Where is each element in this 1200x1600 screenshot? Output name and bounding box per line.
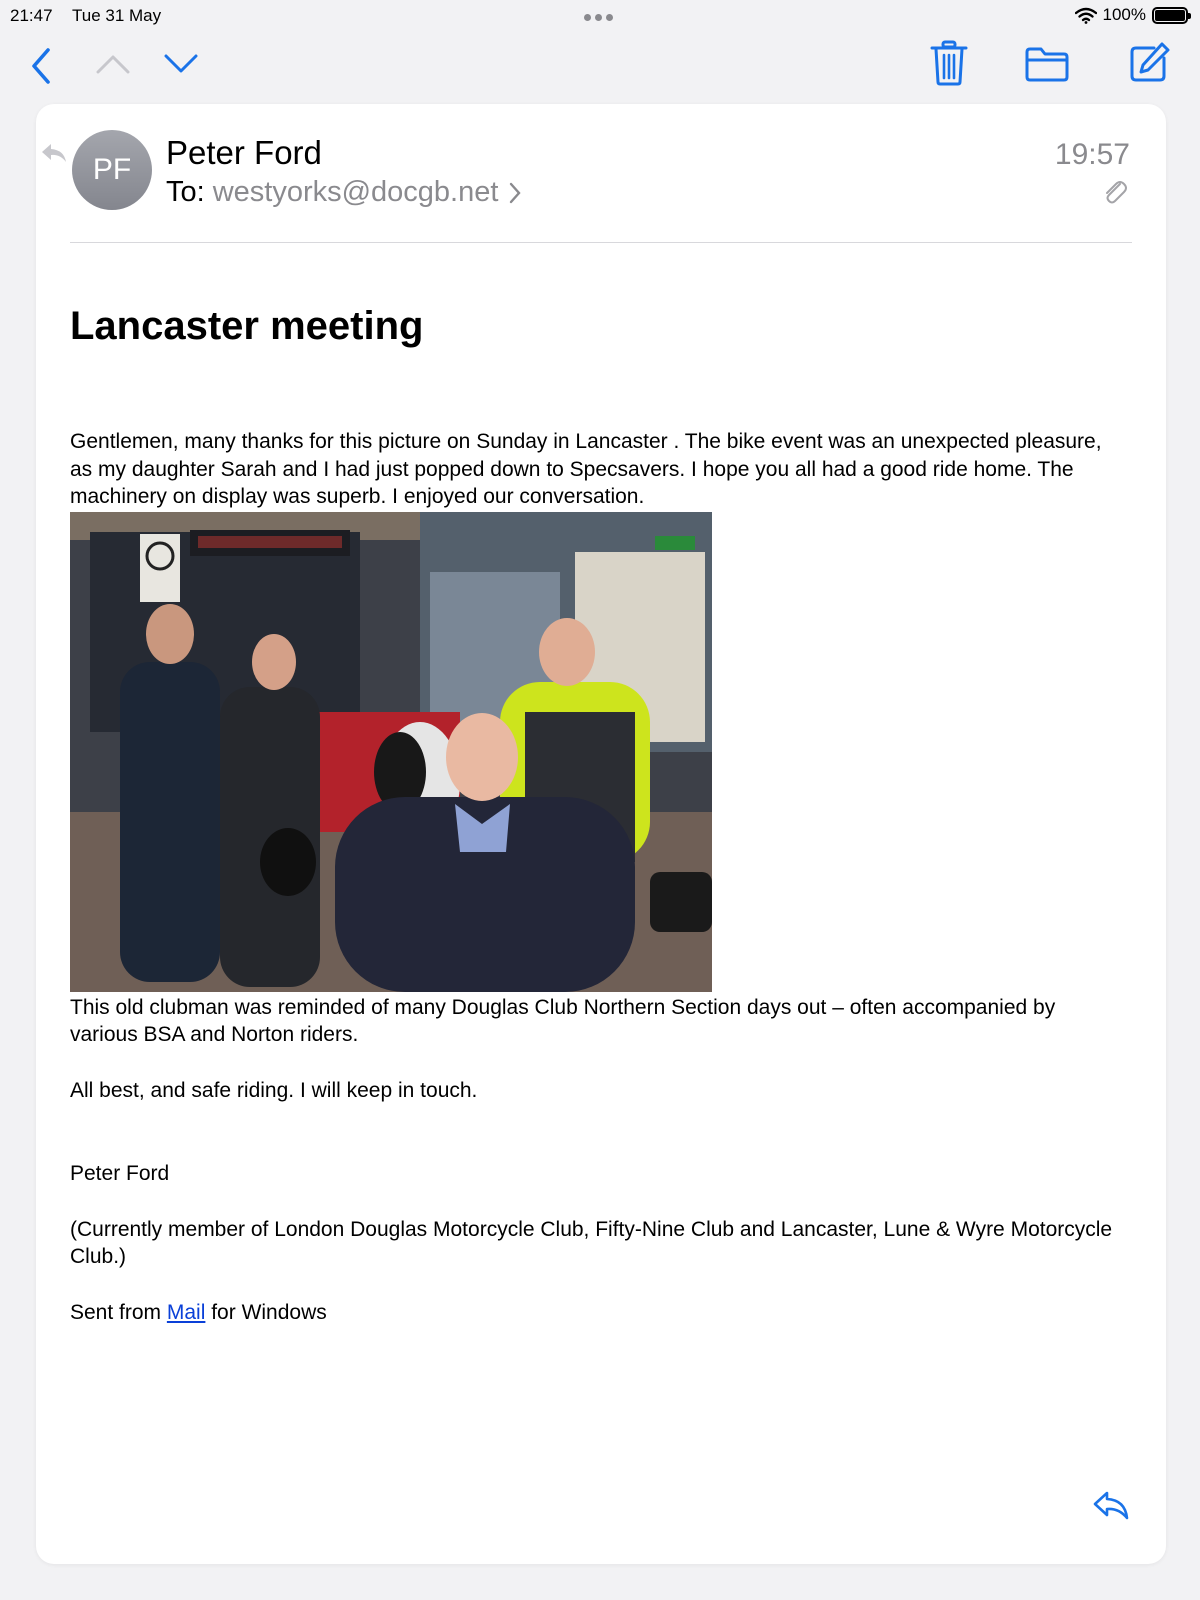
compose-icon[interactable]	[1128, 42, 1170, 84]
sent-from-suffix: for Windows	[205, 1300, 327, 1324]
sent-from-line	[70, 1299, 1126, 1327]
replied-indicator-icon	[40, 142, 68, 169]
to-label: To:	[166, 176, 205, 208]
membership-note: (Currently member of London Douglas Motorcycle Club, Fifty-Nine Club and Lancaster, Lune & Wyre Motorcycle Club.)	[70, 1217, 1113, 1268]
header-divider	[70, 242, 1132, 243]
wifi-icon	[1075, 7, 1097, 24]
email-card	[36, 104, 1166, 1564]
body-paragraph-3: All best, and safe riding. I will keep in touch.	[70, 1078, 478, 1102]
sender-name[interactable]: Peter Ford	[166, 134, 322, 171]
reply-icon[interactable]	[1092, 1489, 1130, 1526]
battery-icon	[1152, 7, 1188, 24]
status-time: 21:47	[10, 6, 53, 25]
body-paragraph-1: Gentlemen, many thanks for this picture on Sunday in Lancaster . The bike event was an unexpected pleasure, as my daughter Sarah and I had just popped down to Specsavers. I hope you all had a good ride home. The machinery on display was superb. I enjoyed our conversation.	[70, 430, 1102, 508]
recipient-address[interactable]: westyorks@docgb.net	[212, 176, 499, 208]
email-subject: Lancaster meeting	[70, 304, 424, 348]
multitasking-dots-icon[interactable]	[584, 14, 613, 21]
mail-link[interactable]: Mail	[166, 1300, 206, 1324]
chevron-right-icon[interactable]	[508, 181, 522, 205]
signature-name: Peter Ford	[70, 1162, 170, 1185]
avatar[interactable]: PF	[72, 130, 152, 210]
status-date: Tue 31 May	[72, 6, 162, 25]
email-body	[70, 428, 1126, 1326]
up-chevron-icon[interactable]	[96, 52, 130, 76]
status-bar	[0, 0, 1200, 34]
sent-from-prefix: Sent from	[70, 1300, 167, 1324]
recipient-line[interactable]	[166, 176, 522, 209]
toolbar	[0, 38, 1200, 94]
event-photo[interactable]	[70, 512, 712, 992]
attachment-paperclip-icon	[1102, 178, 1128, 213]
email-time: 19:57	[1054, 138, 1130, 171]
down-chevron-icon[interactable]	[164, 52, 198, 76]
battery-percent: 100%	[1102, 5, 1146, 24]
body-paragraph-2: This old clubman was reminded of many Douglas Club Northern Section days out – often accompanied by various BSA and Norton riders.	[70, 995, 1056, 1046]
folder-icon[interactable]	[1024, 46, 1070, 82]
back-chevron-icon[interactable]	[28, 46, 54, 86]
status-right	[1075, 5, 1188, 25]
trash-icon[interactable]	[930, 40, 968, 86]
